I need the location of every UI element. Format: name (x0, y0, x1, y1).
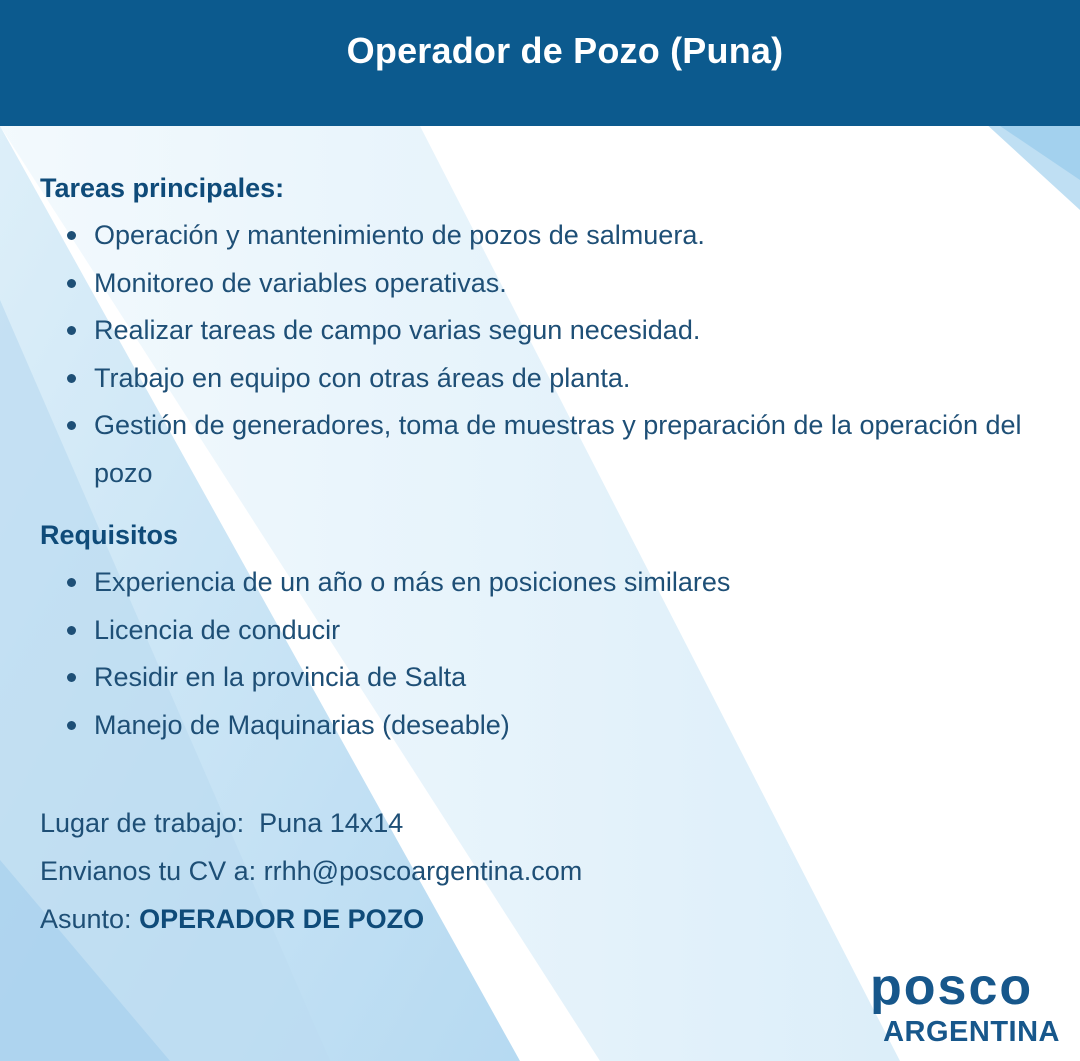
list-item-text: Realizar tareas de campo varias segun necesidad. (94, 315, 701, 345)
requirements-list (40, 559, 1050, 749)
work-location (40, 799, 1050, 847)
subject-line (40, 895, 1050, 943)
list-item-text: Gestión de generadores, toma de muestras y preparación de la operación del pozo (94, 410, 1022, 488)
cv-line (40, 847, 1050, 895)
list-item-text: Residir en la provincia de Salta (94, 662, 467, 692)
subject-value: OPERADOR DE POZO (139, 904, 425, 934)
subject-label: Asunto: (40, 904, 132, 934)
list-item (40, 212, 1050, 260)
bullet-icon (67, 279, 76, 288)
posco-logo (870, 962, 1060, 1049)
posco-wordmark-text: posco (870, 962, 1034, 1014)
list-item (40, 402, 1050, 497)
requirements-heading: Requisitos (40, 520, 179, 550)
main-content (40, 168, 1050, 943)
list-item (40, 307, 1050, 355)
list-item-text: Trabajo en equipo con otras áreas de planta. (94, 362, 631, 393)
work-location-value: Puna 14x14 (259, 808, 404, 838)
cv-email: rrhh@poscoargentina.com (263, 856, 583, 886)
list-item (40, 559, 1050, 607)
tasks-list (40, 212, 1050, 497)
page-title: Operador de Pozo (Puna) (346, 30, 784, 71)
list-item-text: Monitoreo de variables operativas. (94, 267, 507, 298)
list-item (40, 355, 1050, 403)
contact-info (40, 799, 1050, 943)
list-item-text: Experiencia de un año o más en posiciones similares (94, 567, 731, 597)
logo-subtitle: ARGENTINA (883, 1016, 1060, 1048)
tasks-heading: Tareas principales: (40, 173, 285, 203)
list-item-text: Licencia de conducir (94, 614, 341, 645)
bullet-icon (67, 374, 76, 383)
bullet-icon (67, 721, 76, 730)
cv-label: Envianos tu CV a: (40, 856, 257, 886)
bullet-icon (67, 421, 76, 430)
header-bar (0, 0, 1080, 126)
list-item (40, 607, 1050, 655)
posco-wordmark (870, 962, 1060, 1014)
bullet-icon (67, 673, 76, 682)
list-item (40, 260, 1050, 308)
bullet-icon (67, 626, 76, 635)
bullet-icon (67, 578, 76, 587)
list-item-text: Operación y mantenimiento de pozos de salmuera. (94, 220, 705, 250)
bullet-icon (67, 326, 76, 335)
work-location-label: Lugar de trabajo: (40, 808, 245, 838)
list-item-text: Manejo de Maquinarias (deseable) (94, 709, 510, 740)
list-item (40, 702, 1050, 750)
list-item (40, 654, 1050, 702)
bullet-icon (67, 231, 76, 240)
